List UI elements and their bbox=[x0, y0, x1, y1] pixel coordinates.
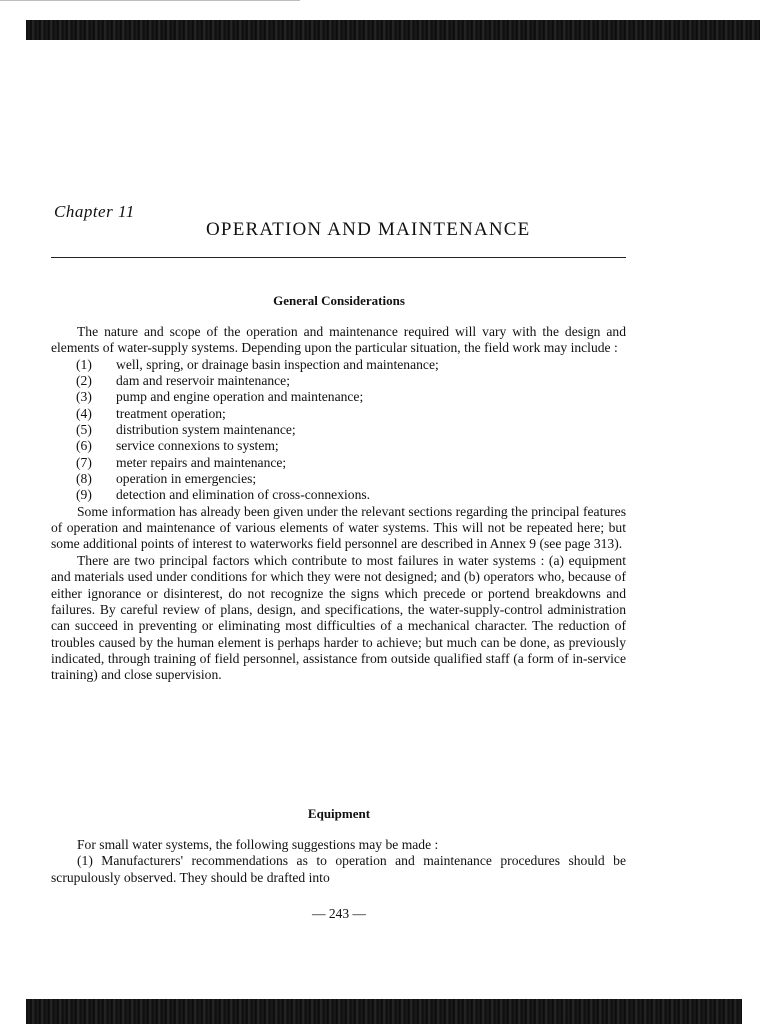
section-heading-general: General Considerations bbox=[273, 293, 405, 308]
section-general-body bbox=[51, 324, 626, 684]
body-paragraph: There are two principal factors which contribute to most failures in water systems : (a) equipment and materials used under conditions for which they were not designed; and (b) operators who, because of either ignorance or disinterest, do not recognize the signs which precede or portend breakdowns and failures. By careful review of plans, design, and specifications, the water-supply-control administration can succeed in preventing or eliminating most difficulties of a mechanical character. The reduction of troubles caused by the human element is perhaps harder to achieve; but much can be done, as previously indicated, through training of field personnel, assistance from outside qualified staff (a form of in-service training) and close supervision. bbox=[51, 552, 626, 683]
section-equipment-body bbox=[51, 837, 626, 886]
title-rule bbox=[51, 257, 626, 258]
intro-paragraph: For small water systems, the following suggestions may be made : bbox=[77, 837, 439, 852]
page-number: — 243 — bbox=[312, 906, 366, 921]
body-paragraph: (1) Manufacturers' recommendations as to operation and maintenance procedures should be scrupulously observed. They should be drafted into bbox=[51, 853, 626, 885]
list-item: (8) operation in emergencies; bbox=[76, 471, 257, 487]
list-item: (5) distribution system maintenance; bbox=[76, 422, 296, 438]
list-item: (6) service connexions to system; bbox=[76, 438, 279, 454]
intro-paragraph: The nature and scope of the operation and maintenance required will vary with the design and elements of water-supply systems. Depending upon the particular situation, the field work may include : bbox=[51, 324, 626, 356]
list-item: (4) treatment operation; bbox=[76, 405, 226, 421]
list-item: (2) dam and reservoir maintenance; bbox=[76, 373, 290, 389]
body-paragraph: Some information has already been given under the relevant sections regarding the principal features of operation and maintenance of various elements of water systems. This will not be repeated here; but some additional points of interest to waterworks field personnel are described in Annex 9 (see page 313). bbox=[51, 503, 626, 552]
field-work-list bbox=[51, 357, 626, 504]
chapter-label: Chapter 11 bbox=[54, 202, 135, 221]
scan-edge-top bbox=[26, 20, 760, 40]
scan-edge-bottom bbox=[26, 999, 742, 1024]
chapter-title: OPERATION AND MAINTENANCE bbox=[206, 219, 531, 240]
list-item: (3) pump and engine operation and maintenance; bbox=[76, 389, 364, 405]
list-item: (9) detection and elimination of cross-connexions. bbox=[76, 487, 371, 503]
section-heading-equipment: Equipment bbox=[307, 806, 371, 821]
list-item: (7) meter repairs and maintenance; bbox=[76, 454, 287, 470]
scan-top-rule bbox=[0, 0, 300, 1]
list-item: (1) well, spring, or drainage basin inspection and maintenance; bbox=[76, 356, 439, 372]
